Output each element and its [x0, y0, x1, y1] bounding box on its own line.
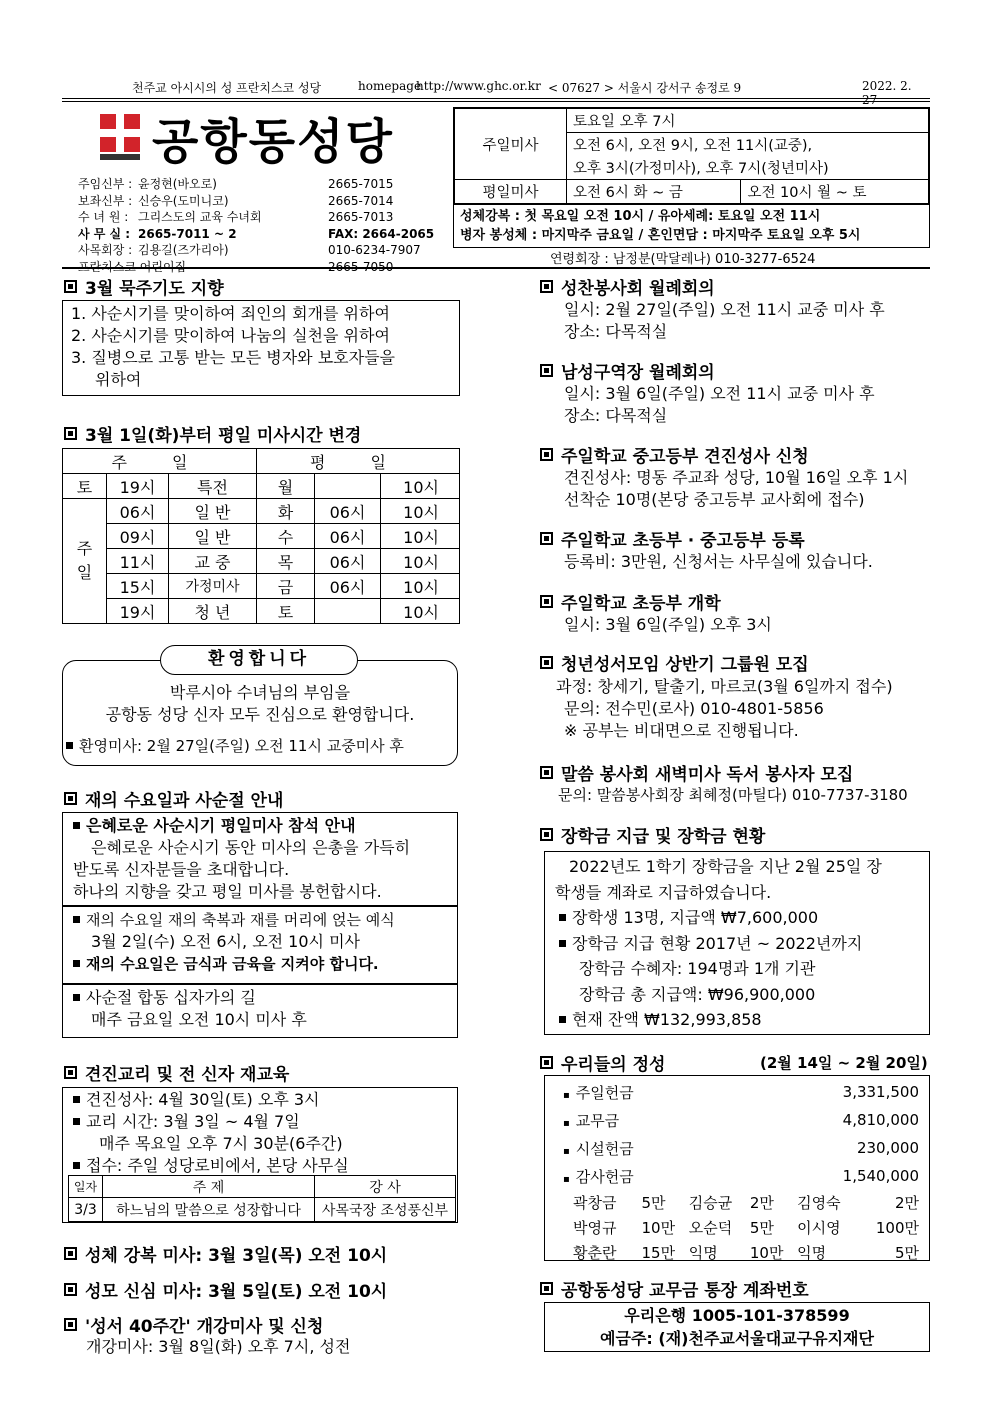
offering-table: ▪ 주일헌금 3,331,500 ▪ 교무금 4,810,000 ▪ 시설헌금 230,000 ▪ 감사헌금 1,540,000: [555, 1078, 919, 1190]
staff-phone: FAX: 2664-2065: [328, 226, 435, 241]
section-change-title: 3월 1일(화)부터 평일 미사시간 변경: [64, 421, 361, 446]
staff-phone: 2665-7013: [328, 210, 394, 224]
s8-line: 장학생 13명, 지급액 ₩7,600,000: [572, 908, 819, 927]
contact-line: 연령회장 : 남정분(막달레나) 010-3277-6524: [550, 252, 816, 267]
cell-time: 06시: [107, 499, 169, 524]
offer-value: 230,000: [856, 1139, 919, 1157]
scholarship-box: [544, 851, 930, 1035]
parish-full-name: 천주교 아시시의 성 프란치스코 성당: [132, 81, 322, 95]
weekday-mass-a: 오전 6시 화 ~ 금: [567, 180, 741, 204]
offer-key: 시설헌금: [575, 1139, 634, 1158]
s1-line: 장소: 다목적실: [564, 322, 668, 341]
conf-td: 사목국장 조성풍신부: [315, 1198, 456, 1222]
section-mary: 성모 신심 미사: 3월 5일(토) 오전 10시: [64, 1277, 387, 1302]
welcome-text: [62, 682, 458, 726]
cell-name: 일 반: [169, 524, 257, 549]
s5-line: 일시: 3월 6일(주일) 오후 3시: [564, 615, 772, 634]
offer-key: 감사헌금: [575, 1167, 634, 1186]
staff-value: 김용길(즈가리아): [138, 243, 229, 257]
section-ash-title: 재의 수요일과 사순절 안내: [64, 786, 283, 811]
welcome-mass: 환영미사: 2월 27일(주일) 오전 11시 교중미사 후: [66, 735, 404, 757]
offer-period: (2월 14일 ~ 2월 20일): [760, 1054, 928, 1072]
cell-name: 가정미사: [169, 574, 257, 599]
donor-amount: 100만: [875, 1219, 919, 1237]
sunday-mass-label: 주일미사: [455, 109, 567, 180]
cell-b: 10시: [381, 524, 460, 549]
conf-line: 접수: 주일 성당로비에서, 본당 사무실: [86, 1156, 349, 1175]
staff-phone: 2665-7050: [328, 259, 394, 274]
donor-name: 익명: [688, 1244, 718, 1262]
prayer-item: 위하여: [95, 370, 142, 389]
ash-box-1: [62, 812, 458, 906]
homepage-label: homepage: [358, 79, 422, 93]
cell-name: 교 중: [169, 549, 257, 574]
mass-note: 성체강복 : 첫 목요일 오전 10시 / 유아세례: 토요일 오전 11시: [460, 209, 821, 224]
donor-amount: 10만: [749, 1244, 784, 1262]
donor-name: 곽창금: [573, 1194, 617, 1212]
cell-b: 10시: [381, 499, 460, 524]
cell-b: 10시: [381, 549, 460, 574]
cell-time: 19시: [107, 599, 169, 624]
donor-amount: 2만: [749, 1194, 774, 1212]
staff-value: 윤정현(바오로): [138, 177, 217, 191]
donor-amount: 5만: [641, 1194, 666, 1212]
date: 2022. 2. 27: [862, 79, 912, 107]
section-s1-title: 성찬봉사회 월례회의: [540, 274, 715, 299]
cell-time: 15시: [107, 574, 169, 599]
ash-line: 은혜로운 사순시기 평일미사 참석 안내: [86, 816, 356, 835]
mass-schedule: [453, 107, 930, 248]
offer-value: 4,810,000: [842, 1111, 919, 1129]
s6-line: 문의: 전수민(로사) 010-4801-5856: [564, 699, 824, 718]
conf-th: 강 사: [315, 1176, 456, 1198]
section-s7-title: 말씀 봉사회 새벽미사 독서 봉사자 모집: [540, 760, 853, 785]
staff-phone: 2665-7014: [328, 193, 394, 208]
staff-value: 2665-7011 ~ 2: [138, 226, 237, 241]
cell-sun: 주일: [63, 499, 107, 624]
ash-box-3: [62, 984, 458, 1038]
welcome-title: 환영합니다: [160, 645, 358, 675]
section-bible-title: '성서 40주간' 개강미사 및 신청: [64, 1312, 323, 1337]
cell-name: 특전: [169, 474, 257, 499]
cell-day: 목: [257, 549, 315, 574]
s2-line: 일시: 3월 6일(주일) 오전 11시 교중 미사 후: [564, 384, 875, 403]
offer-value: 1,540,000: [842, 1167, 919, 1185]
donor-name: 이시영: [797, 1219, 841, 1237]
offer-key: 주일헌금: [575, 1083, 634, 1102]
s6-body: [556, 676, 893, 742]
address: < 07627 > 서울시 강서구 송정로 9: [548, 81, 742, 95]
s2-body: [564, 383, 875, 427]
sunday-mass-row: 오전 6시, 오전 9시, 오전 11시(교중),: [567, 133, 929, 157]
offer-value: 3,331,500: [842, 1083, 919, 1101]
cell-name: 청 년: [169, 599, 257, 624]
s8-line: 현재 잔액 ₩132,993,858: [572, 1010, 762, 1029]
staff-key: 주임신부 :: [78, 177, 133, 191]
cell-day: 화: [257, 499, 315, 524]
prayer-item: 1. 사순시기를 맞이하여 죄인의 회개를 위하여: [71, 304, 390, 323]
cell-sat: 토: [63, 474, 107, 499]
s8-line: 장학금 지급 현황 2017년 ~ 2022년까지: [572, 933, 863, 953]
staff-key: 사목회장 :: [78, 243, 133, 257]
th-sunday: 주 일: [63, 449, 257, 474]
cell-a: 06시: [315, 499, 381, 524]
s6-line: ※ 공부는 비대면으로 진행됩니다.: [564, 721, 799, 740]
s3-body: [564, 467, 908, 511]
donor-table: [555, 1190, 919, 1265]
staff-key: 사 무 실 :: [78, 226, 131, 241]
donor-amount: 5만: [749, 1219, 774, 1237]
prayer-item: 3. 질병으로 고통 받는 모든 병자와 보호자들을: [71, 348, 395, 367]
cell-a: 06시: [315, 524, 381, 549]
prayer-box: [62, 300, 460, 396]
s8-line: 2022년도 1학기 장학금을 지난 2월 25일 장: [569, 857, 882, 876]
cell-time: 09시: [107, 524, 169, 549]
cell-day: 수: [257, 524, 315, 549]
section-conf-title: 견진교리 및 전 신자 재교육: [64, 1060, 289, 1085]
homepage-link[interactable]: http://www.ghc.or.kr: [416, 79, 541, 93]
ash-line: 매주 금요일 오전 10시 미사 후: [91, 1010, 307, 1029]
separator: [62, 267, 930, 269]
donor-name: 김영숙: [797, 1194, 841, 1212]
ash-line: 재의 수요일은 금식과 금육을 지켜야 합니다.: [86, 955, 379, 973]
conf-line: 견진성사: 4월 30일(토) 오후 3시: [86, 1090, 320, 1109]
account-box: [544, 1302, 930, 1352]
account-number: 우리은행 1005-101-378599: [624, 1306, 850, 1325]
welcome-line: 박루시아 수녀님의 부임을: [169, 683, 351, 702]
section-offer-title: 우리들의 정성: [540, 1050, 665, 1075]
donor-amount: 15만: [641, 1244, 676, 1262]
section-s3-title: 주일학교 중고등부 견진성사 신청: [540, 442, 809, 467]
cell-day: 금: [257, 574, 315, 599]
sunday-mass-row: 토요일 오후 7시: [567, 109, 929, 133]
cell-day: 토: [257, 599, 315, 624]
staff-value: 신승우(도미니코): [138, 193, 229, 208]
cell-b: 10시: [381, 474, 460, 499]
section-prayer-title: 3월 묵주기도 지향: [64, 274, 224, 299]
bible-line: 개강미사: 3월 8일(화) 오후 7시, 성전: [86, 1337, 351, 1356]
page-title: 공항동성당: [152, 114, 394, 170]
s1-body: [564, 299, 885, 343]
cell-a: [315, 599, 381, 624]
section-eucharist: 성체 강복 미사: 3월 3일(목) 오전 10시: [64, 1241, 387, 1266]
s3-line: 견진성사: 명동 주교좌 성당, 10월 16일 오후 1시: [564, 468, 909, 487]
s8-line: 학생들 계좌로 지급하였습니다.: [555, 882, 772, 902]
s2-line: 장소: 다목적실: [564, 406, 668, 425]
donor-name: 황춘란: [573, 1244, 617, 1262]
staff-key: 보좌신부 :: [78, 193, 133, 208]
section-s4-title: 주일학교 초등부 · 중고등부 등록: [540, 526, 805, 551]
ash-box-2: [62, 906, 458, 984]
account-holder: 예금주: (재)천주교서울대교구유지재단: [600, 1329, 874, 1348]
s4-line: 등록비: 3만원, 신청서는 사무실에 있습니다.: [564, 552, 873, 571]
conf-line: 매주 목요일 오후 7시 30분(6주간): [99, 1134, 343, 1153]
mass-time-table: [62, 448, 460, 624]
staff-list: [78, 176, 458, 275]
conf-th: 주 제: [103, 1176, 315, 1198]
offering-box: [544, 1075, 930, 1261]
s6-line: 과정: 창세기, 탈출기, 마르코(3월 6일까지 접수): [556, 677, 893, 696]
staff-key: 수 녀 원 :: [78, 210, 129, 224]
ash-line: 사순절 합동 십자가의 길: [86, 988, 256, 1007]
donor-amount: 5만: [894, 1244, 919, 1262]
section-s5-title: 주일학교 초등부 개학: [540, 589, 721, 614]
ash-line: 하나의 지향을 갖고 평일 미사를 봉헌합시다.: [73, 882, 382, 901]
cell-a: 06시: [315, 574, 381, 599]
s8-line: 장학금 총 지급액: ₩96,900,000: [579, 984, 816, 1004]
cell-b: 10시: [381, 574, 460, 599]
prayer-item: 2. 사순시기를 맞이하여 나눔의 실천을 위하여: [71, 326, 390, 345]
mass-note: 병자 봉성체 : 마지막주 금요일 / 혼인면담 : 마지막주 토요일 오후 5시: [460, 228, 861, 243]
ash-line: 3월 2일(수) 오전 6시, 오전 10시 미사: [91, 932, 361, 951]
staff-phone: 010-6234-7907: [328, 243, 421, 257]
parish-logo-icon: [98, 112, 142, 162]
donor-amount: 10만: [641, 1219, 676, 1237]
th-weekday: 평 일: [257, 449, 460, 474]
s8-line: 장학금 수혜자: 194명과 1개 기관: [579, 959, 816, 978]
weekday-mass-label: 평일미사: [455, 180, 567, 204]
section-s6-title: 청년성서모임 상반기 그룹원 모집: [540, 650, 809, 675]
sunday-mass-row: 오후 3시(가정미사), 오후 7시(청년미사): [567, 156, 929, 180]
cell-day: 월: [257, 474, 315, 499]
donor-name: 김승균: [688, 1194, 733, 1212]
s1-line: 일시: 2월 27일(주일) 오전 11시 교중 미사 후: [564, 300, 885, 319]
cell-b: 10시: [381, 599, 460, 624]
section-s2-title: 남성구역장 월례회의: [540, 358, 715, 383]
conf-td: 하느님의 말씀으로 성장합니다: [103, 1198, 315, 1222]
donor-name: 오순덕: [688, 1219, 733, 1237]
staff-value: 그리스도의 교육 수녀회: [138, 210, 262, 224]
s7-line: 문의: 말씀봉사회장 최혜정(마틸다) 010-7737-3180: [558, 786, 908, 804]
weekday-mass-b: 오전 10시 월 ~ 토: [741, 180, 929, 204]
ash-line: 재의 수요일 재의 축복과 재를 머리에 얹는 예식: [86, 911, 395, 929]
cell-time: 19시: [107, 474, 169, 499]
ash-line: 은혜로운 사순시기 동안 미사의 은총을 가득히: [91, 838, 411, 857]
conf-th: 일자: [69, 1176, 103, 1198]
ash-line: 받도록 신자분들을 초대합니다.: [73, 860, 290, 879]
staff-key: 프란치스코 어린이집: [78, 259, 187, 274]
welcome-line: 공항동 성당 신자 모두 진심으로 환영합니다.: [105, 705, 415, 724]
cell-a: [315, 474, 381, 499]
section-acct-title: 공항동성당 교무금 통장 계좌번호: [540, 1276, 809, 1301]
staff-phone: 2665-7015: [328, 177, 394, 191]
donor-amount: 2만: [894, 1194, 919, 1212]
donor-name: 박영규: [573, 1219, 617, 1237]
s3-line: 선착순 10명(본당 중고등부 교사회에 접수): [564, 490, 865, 509]
conf-table: [68, 1175, 456, 1222]
cell-a: 06시: [315, 549, 381, 574]
conf-line: 교리 시간: 3월 3일 ~ 4월 7일: [86, 1112, 300, 1131]
cell-time: 11시: [107, 549, 169, 574]
section-s8-title: 장학금 지급 및 장학금 현황: [540, 822, 765, 847]
donor-name: 익명: [797, 1244, 827, 1262]
conf-td: 3/3: [69, 1198, 103, 1222]
offer-key: 교무금: [575, 1111, 620, 1130]
cell-name: 일 반: [169, 499, 257, 524]
